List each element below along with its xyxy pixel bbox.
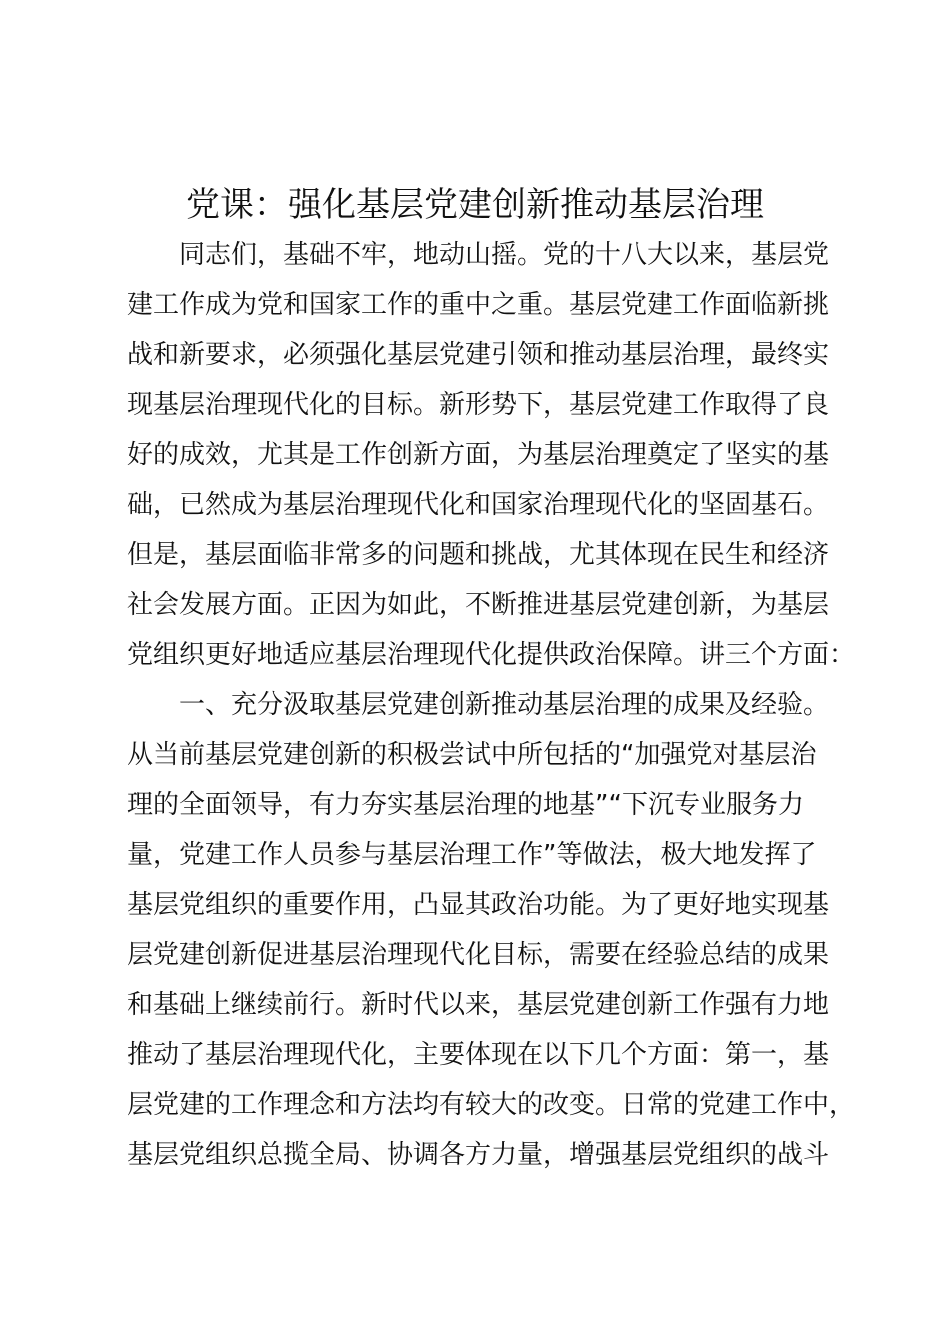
paragraph-line-18: 层党建的工作理念和方法均有较大的改变。日常的党建工作中， [127,1090,856,1120]
paragraph-line-1: 同志们，基础不牢，地动山摇。党的十八大以来，基层党 [179,240,830,270]
paragraph-line-14: 基层党组织的重要作用，凸显其政治功能。为了更好地实现基 [127,890,830,920]
paragraph-line-4: 现基层治理现代化的目标。新形势下，基层党建工作取得了良 [127,390,830,420]
paragraph-line-2: 建工作成为党和国家工作的重中之重。基层党建工作面临新挑 [127,290,830,320]
paragraph-line-7: 但是，基层面临非常多的问题和挑战，尤其体现在民生和经济 [127,540,830,570]
document-title: 党课：强化基层党建创新推动基层治理 [186,185,764,225]
paragraph-line-13: 量，党建工作人员参与基层治理工作”等做法，极大地发挥了 [127,840,817,870]
paragraph-line-19: 基层党组织总揽全局、协调各方力量，增强基层党组织的战斗 [127,1140,830,1170]
paragraph-line-15: 层党建创新促进基层治理现代化目标，需要在经验总结的成果 [127,940,830,970]
paragraph-line-12: 理的全面领导，有力夯实基层治理的地基”“下沉专业服务力 [127,790,804,820]
paragraph-line-8: 社会发展方面。正因为如此，不断推进基层党建创新，为基层 [127,590,830,620]
paragraph-line-11: 从当前基层党建创新的积极尝试中所包括的“加强党对基层治 [127,740,817,770]
section-heading-1: 一、充分汲取基层党建创新推动基层治理的成果及经验。 [179,690,830,720]
paragraph-line-3: 战和新要求，必须强化基层党建引领和推动基层治理，最终实 [127,340,830,370]
paragraph-line-9: 党组织更好地适应基层治理现代化提供政治保障。讲三个方面： [127,640,856,670]
paragraph-line-6: 础，已然成为基层治理现代化和国家治理现代化的坚固基石。 [127,490,830,520]
paragraph-line-17: 推动了基层治理现代化，主要体现在以下几个方面：第一，基 [127,1040,830,1070]
paragraph-line-5: 好的成效，尤其是工作创新方面，为基层治理奠定了坚实的基 [127,440,830,470]
paragraph-line-16: 和基础上继续前行。新时代以来，基层党建创新工作强有力地 [127,990,830,1020]
